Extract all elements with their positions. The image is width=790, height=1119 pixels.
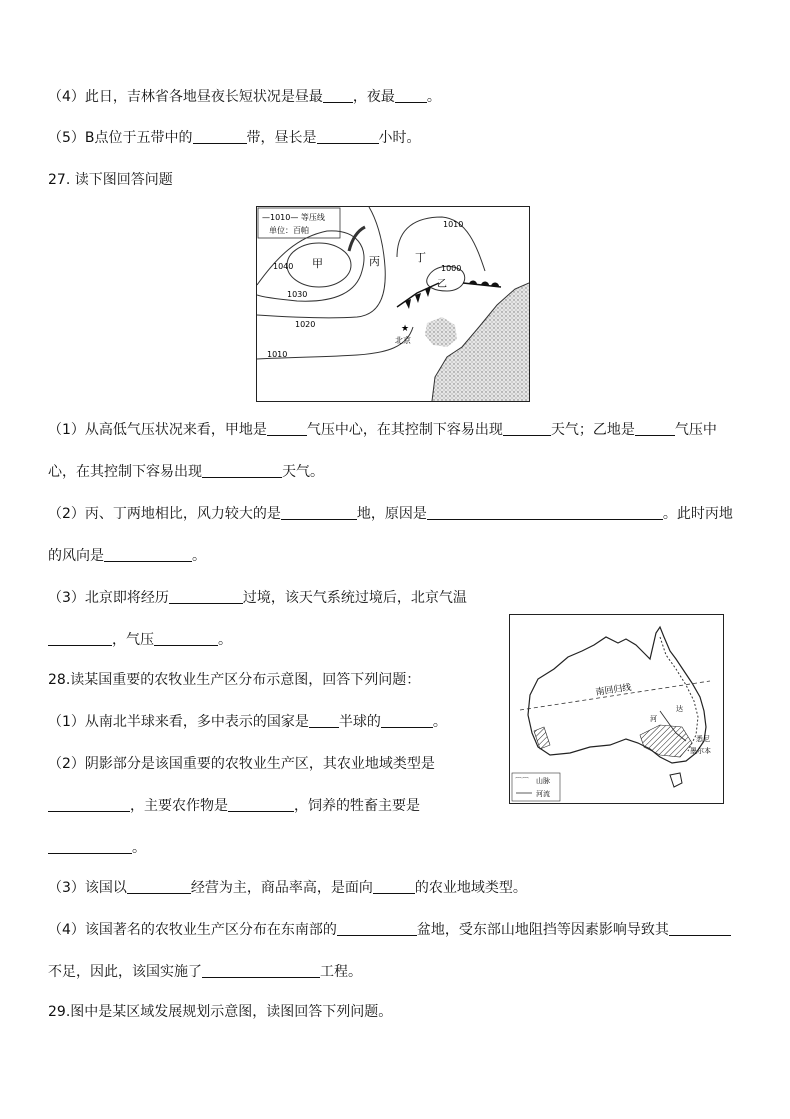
answer-blank[interactable] xyxy=(202,963,320,978)
q26-p5-text-b: 带，昼长是 xyxy=(246,130,317,146)
q28-s2-text-d: 。 xyxy=(132,840,146,856)
answer-blank[interactable] xyxy=(323,88,353,103)
answer-blank[interactable] xyxy=(127,879,191,894)
label-bing: 丙 xyxy=(369,255,380,268)
label-yi: 乙 xyxy=(437,279,447,290)
answer-blank[interactable] xyxy=(228,797,294,812)
q27-s1-text-c: 天气；乙地是 xyxy=(550,422,635,438)
isobar-1010-tr xyxy=(397,217,485,271)
label-1010-tr: 1010 xyxy=(443,220,464,229)
q28-s4-line2 xyxy=(48,962,362,982)
label-1030: 1030 xyxy=(287,290,308,299)
answer-blank[interactable] xyxy=(267,421,307,436)
q28-s1-text-b: 半球的 xyxy=(338,714,381,730)
q27-s1-text-b: 气压中心，在其控制下容易出现 xyxy=(306,422,503,438)
q27-s3-text-d: 。 xyxy=(218,632,232,648)
q28-s3-text-b: 经营为主，商品率高，是面向 xyxy=(190,880,373,896)
q27-s3-text-c: ，气压 xyxy=(112,632,154,648)
q28-s2-text-c: ，饲养的牲畜主要是 xyxy=(294,798,420,814)
mountain-legend-icon: ⌒⌒ xyxy=(515,777,529,785)
legend-unit: 单位：百帕 xyxy=(269,226,309,235)
q28-s4-text-c: 不足，因此，该国实施了 xyxy=(48,964,202,980)
pressure-map xyxy=(256,206,530,402)
legend-river: 河流 xyxy=(536,790,550,798)
answer-blank[interactable] xyxy=(373,879,415,894)
answer-blank[interactable] xyxy=(104,547,192,562)
q27-title: 27. 读下图回答问题 xyxy=(48,172,173,188)
q28-s3 xyxy=(48,878,527,898)
q28-s1-text-c: 。 xyxy=(432,714,447,730)
q27-s2-text-d: 的风向是 xyxy=(48,548,104,564)
q28-s2-line1 xyxy=(48,754,435,774)
q26-p4-text-a: （4）此日，吉林省各地昼夜长短状况是昼最 xyxy=(48,89,323,105)
answer-blank[interactable] xyxy=(395,88,427,103)
label-river: 河 xyxy=(650,715,657,723)
q28-s2-line3 xyxy=(48,838,146,858)
q27-s2-line1 xyxy=(48,504,733,524)
q28-s2-text-b: ，主要农作物是 xyxy=(130,798,228,814)
answer-blank[interactable] xyxy=(281,505,357,520)
answer-blank[interactable] xyxy=(427,505,663,520)
q26-p4-text-b: ，夜最 xyxy=(352,89,395,105)
legend-isobar: —1010— 等压线 xyxy=(262,213,325,222)
answer-blank[interactable] xyxy=(503,421,551,436)
answer-blank[interactable] xyxy=(317,129,379,144)
q28-s4-text-b: 盆地，受东部山地阻挡等因素影响导致其 xyxy=(416,922,669,938)
answer-blank[interactable] xyxy=(154,631,218,646)
q26-part5 xyxy=(48,128,421,148)
tasmania xyxy=(670,773,682,787)
label-jia: 甲 xyxy=(312,257,323,270)
australia-map-svg xyxy=(510,615,723,803)
label-beijing: 北京 xyxy=(395,336,411,345)
q27-s2-text-c: 。此时丙地 xyxy=(662,506,733,522)
q27-s1-line2 xyxy=(48,462,324,482)
q28-s4-text-d: 工程。 xyxy=(320,964,362,980)
label-1000: 1000 xyxy=(441,264,462,273)
q28-s2-text-a: （2）阴影部分是该国重要的农牧业生产区，其农业地域类型是 xyxy=(48,756,435,772)
answer-blank[interactable] xyxy=(193,129,247,144)
q28-s1-text-a: （1）从南北半球来看，多中表示的国家是 xyxy=(48,714,309,730)
label-ding: 丁 xyxy=(415,251,426,264)
q27-s3-line1 xyxy=(48,588,467,608)
q28-s4-text-a: （4）该国著名的农牧业生产区分布在东南部的 xyxy=(48,922,337,938)
q27-s2-text-a: （2）丙、丁两地相比，风力较大的是 xyxy=(48,506,281,522)
q27-s1-text-d: 气压中 xyxy=(674,422,717,438)
label-sydney: 悉尼 xyxy=(696,735,710,743)
answer-blank[interactable] xyxy=(635,421,675,436)
q27-s1-text-e: 心，在其控制下容易出现 xyxy=(48,464,202,480)
q26-p5-text-a: （5）B点位于五带中的 xyxy=(48,130,193,146)
q28-title: 28.读某国重要的农牧业生产区分布示意图，回答下列问题： xyxy=(48,672,421,688)
answer-blank[interactable] xyxy=(48,631,112,646)
q26-p4-text-c: 。 xyxy=(426,89,441,105)
q27-s1-text-a: （1）从高低气压状况来看，甲地是 xyxy=(48,422,267,438)
answer-blank[interactable] xyxy=(48,797,130,812)
q27-s1-text-f: 天气。 xyxy=(282,464,324,480)
q27-s3-line2 xyxy=(48,630,232,650)
q28-s3-text-a: （3）该国以 xyxy=(48,880,127,896)
answer-blank[interactable] xyxy=(48,839,132,854)
legend-mountain: 山脉 xyxy=(536,777,550,785)
q28-s3-text-c: 的农业地域类型。 xyxy=(414,880,527,896)
answer-blank[interactable] xyxy=(169,589,243,604)
answer-blank[interactable] xyxy=(202,463,282,478)
australia-map xyxy=(509,614,724,804)
q27-s2-text-b: 地，原因是 xyxy=(356,506,427,522)
label-1040: 1040 xyxy=(273,262,294,271)
label-da: 达 xyxy=(676,705,683,713)
pressure-map-svg xyxy=(257,207,529,401)
q27-s3-text-a: （3）北京即将经历 xyxy=(48,590,169,606)
bohai-sea xyxy=(425,317,457,347)
q28-s2-line2 xyxy=(48,796,420,816)
q29-title: 29.图中是某区域发展规划示意图，读图回答下列问题。 xyxy=(48,1004,393,1020)
q27-s2-line2 xyxy=(48,546,206,566)
label-1010-bl: 1010 xyxy=(267,350,288,359)
label-1020: 1020 xyxy=(295,320,316,329)
beijing-star: ★ xyxy=(401,324,410,334)
q26-p5-text-c: 小时。 xyxy=(378,130,421,146)
q27-s2-text-e: 。 xyxy=(192,548,206,564)
q28-s1 xyxy=(48,712,447,732)
answer-blank[interactable] xyxy=(309,713,339,728)
answer-blank[interactable] xyxy=(337,921,417,936)
answer-blank[interactable] xyxy=(381,713,433,728)
q26-part4 xyxy=(48,87,441,107)
label-tropic: 南回归线 xyxy=(595,683,633,698)
q27-s3-text-b: 过境，该天气系统过境后，北京气温 xyxy=(242,590,467,606)
q27-s1-line1 xyxy=(48,420,717,440)
label-melbourne: 墨尔本 xyxy=(690,747,711,755)
q28-s4-line1 xyxy=(48,920,731,940)
answer-blank[interactable] xyxy=(669,921,731,936)
